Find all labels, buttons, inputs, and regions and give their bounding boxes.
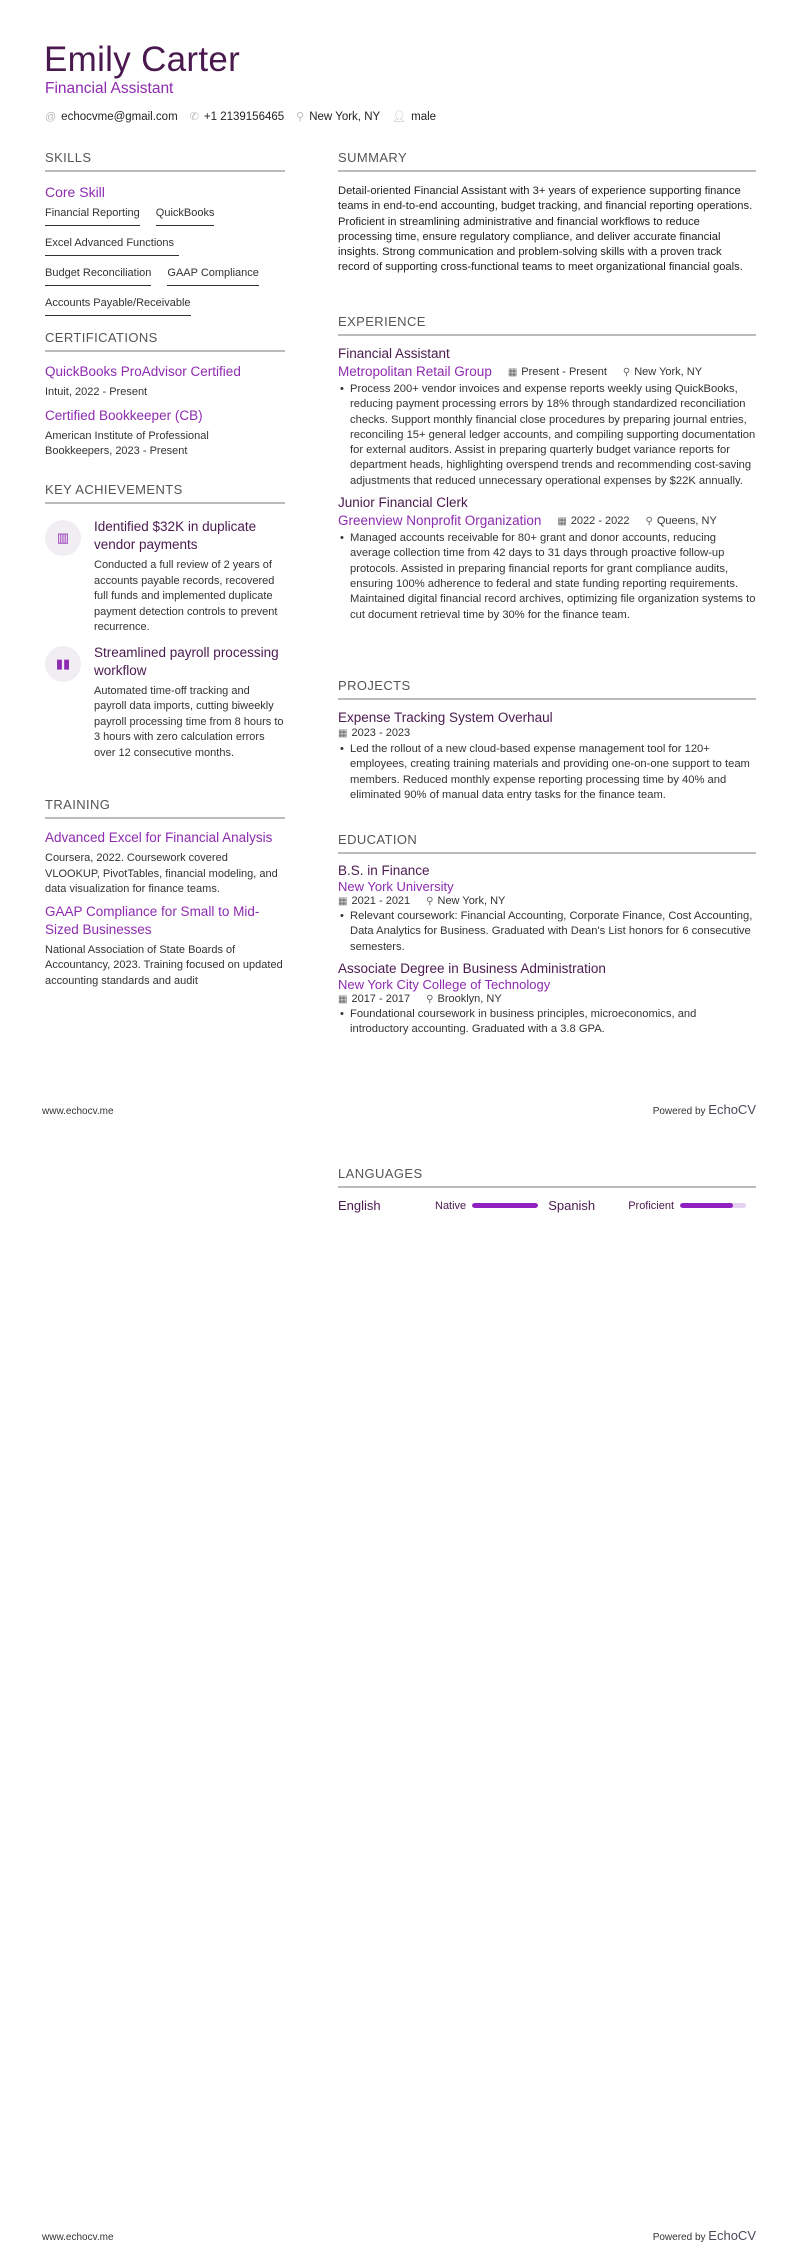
location-pin-icon: ⚲ <box>296 111 305 123</box>
degree: B.S. in Finance <box>338 863 430 878</box>
calendar-icon: ▦ <box>557 515 567 527</box>
skill-tag: GAAP Compliance <box>167 264 259 286</box>
contact-bar <box>45 110 436 123</box>
school-name: New York University <box>338 879 454 894</box>
experience-item <box>338 344 756 489</box>
language-level: Proficient <box>628 1199 675 1212</box>
school-name: New York City College of Technology <box>338 976 551 992</box>
project-dates: 2023 - 2023 <box>351 727 411 739</box>
training-title: GAAP Compliance for Small to Mid-Sized Businesses <box>45 903 260 937</box>
location-pin-icon: ⚲ <box>426 896 434 907</box>
contact-email[interactable]: @ echocvme@gmail.com <box>45 110 178 123</box>
location-pin-icon: ⚲ <box>645 515 653 527</box>
degree: Associate Degree in Business Administration <box>338 960 606 976</box>
footer-site-link[interactable]: www.echocv.me <box>42 2232 114 2243</box>
achievement-title: Streamlined payroll processing workflow <box>94 644 279 678</box>
skill-tag: Financial Reporting <box>45 204 140 226</box>
skill-tag: Accounts Payable/Receivable <box>45 294 191 316</box>
candidate-title: Financial Assistant <box>45 80 174 97</box>
experience-item <box>338 493 756 623</box>
job-location: New York, NY <box>634 365 703 378</box>
section-heading: PROJECTS <box>338 678 756 700</box>
achievement-title: Identified $32K in duplicate vendor payments <box>94 519 257 552</box>
section-heading: CERTIFICATIONS <box>45 330 285 352</box>
job-location: Queens, NY <box>656 514 717 527</box>
person-icon: 👤︎ <box>392 111 407 123</box>
section-heading: KEY ACHIEVEMENTS <box>45 482 285 504</box>
projects-section <box>338 678 756 803</box>
training-text: Coursera, 2022. Coursework covered VLOOKUP, PivotTables, financial modeling, and data visualization for finance teams. <box>45 852 278 895</box>
summary-section <box>338 150 756 276</box>
candidate-name: Emily Carter <box>44 40 241 79</box>
phone-icon: ✆ <box>189 111 199 123</box>
education-section <box>338 832 756 1037</box>
contact-phone[interactable]: ✆ +1 2139156465 <box>189 111 285 123</box>
achievements-section <box>45 482 285 761</box>
training-text: National Association of State Boards of Accountancy, 2023. Training focused on updated accounting standards and audit <box>45 943 283 987</box>
achievement-text: Automated time-off tracking and payroll data imports, cutting biweekly payroll processing time from 8 hours to 3 hours with zero calculation errors over 12 consecutive months. <box>94 684 284 759</box>
book-icon: ▮▮ <box>45 646 81 682</box>
section-heading: EDUCATION <box>338 832 756 854</box>
brand-logo: EchoCV <box>708 1102 756 1117</box>
cert-detail: American Institute of Professional Bookkeepers, 2023 - Present <box>45 429 209 457</box>
training-title: Advanced Excel for Financial Analysis <box>45 830 273 845</box>
edu-dates: 2021 - 2021 <box>351 895 411 907</box>
section-heading: EXPERIENCE <box>338 314 756 336</box>
skill-tag: Budget Reconciliation <box>45 264 151 286</box>
section-heading: TRAINING <box>45 797 285 819</box>
job-title: Financial Assistant <box>338 346 450 361</box>
achievement-item <box>45 518 285 636</box>
calendar-icon: ▦ <box>338 896 348 907</box>
footer-powered-by[interactable]: Powered by EchoCV <box>652 2228 756 2243</box>
edu-bullet: • Foundational coursework in business principles, microeconomics, and introductory accounting. Graduated with a 3.8 GPA. <box>338 1007 756 1038</box>
cert-title: Certified Bookkeeper (CB) <box>45 407 203 423</box>
at-icon: @ <box>45 110 57 123</box>
company-name: Greenview Nonprofit Organization <box>338 513 542 529</box>
job-title: Junior Financial Clerk <box>338 495 468 511</box>
project-title: Expense Tracking System Overhaul <box>338 710 553 725</box>
skill-group-title: Core Skill <box>45 184 105 200</box>
company-name: Metropolitan Retail Group <box>338 364 492 379</box>
experience-section <box>338 314 756 623</box>
cert-title: QuickBooks ProAdvisor Certified <box>45 364 241 379</box>
languages-section <box>338 1166 756 1213</box>
achievement-text: Conducted a full review of 2 years of accounts payable records, recovered full funds and implemented duplicate payment detection controls to prevent recurrence. <box>94 559 278 633</box>
skill-tag: Excel Advanced Functions <box>45 234 179 256</box>
language-level: Native <box>435 1199 467 1212</box>
job-bullet: • Process 200+ vendor invoices and expense reports weekly using QuickBooks, reducing payment processing errors by 18% through standardized reconciliation checks. Support monthly financial close procedures by preparing journal entries, reconciling 15+ general ledger accounts, and compiling supporting documentation for external auditors. Assist in preparing quarterly budget variance reports for department heads, highlighting overspend trends and recommending cost-saving adjustments that reduced unnecessary operational expenses by $22K annually. <box>338 382 756 489</box>
project-bullet: • Led the rollout of a new cloud-based expense management tool for 120+ employees, creating training materials and providing one-on-one support to team members. Reduced monthly expense reporting processing time by 40% and eliminated 90% of manual data entry tasks for the finance team. <box>338 742 756 803</box>
language-proficiency-bar <box>680 1203 746 1208</box>
achievement-item <box>45 644 285 762</box>
cert-detail: Intuit, 2022 - Present <box>45 386 148 398</box>
language-proficiency-bar <box>472 1203 538 1208</box>
brand-logo: EchoCV <box>708 2228 756 2243</box>
location-pin-icon: ⚲ <box>426 993 434 1005</box>
job-dates: Present - Present <box>521 365 607 378</box>
edu-bullet: • Relevant coursework: Financial Accounting, Corporate Finance, Cost Accounting, Data Analytics for Business. Graduated with Dean's List honors for 6 consecutive semesters. <box>338 909 756 955</box>
calendar-icon: ▦ <box>338 993 348 1005</box>
section-heading: SUMMARY <box>338 150 756 172</box>
contact-gender: 👤︎ male <box>392 111 437 123</box>
footer-powered-by[interactable]: Powered by EchoCV <box>652 1102 756 1117</box>
skills-section <box>45 150 285 324</box>
education-item <box>338 960 756 1038</box>
job-dates: 2022 - 2022 <box>570 514 630 527</box>
skill-tag: QuickBooks <box>156 204 215 226</box>
footer-site-link[interactable]: www.echocv.me <box>42 1106 114 1117</box>
calendar-icon: ▦ <box>507 366 518 378</box>
certifications-section <box>45 330 285 460</box>
calendar-icon: ▦ <box>338 728 348 739</box>
location-pin-icon: ⚲ <box>622 366 631 378</box>
language-name: Spanish <box>548 1198 596 1213</box>
training-section <box>45 797 285 989</box>
section-heading: LANGUAGES <box>338 1166 756 1188</box>
education-item <box>338 862 756 955</box>
edu-location: Brooklyn, NY <box>437 992 502 1005</box>
summary-text: Detail-oriented Financial Assistant with 3+ years of experience supporting finance teams in end-to-end accounting, budget tracking, and financial reporting operations. Proficient in streamlining administrative and financial workflows to reduce processing time, ensure regulatory compliance, and deliver accurate financial insights. Strong communication and problem-solving skills with a proven track record of supporting cross-functional teams to meet organizational financial goals. <box>338 185 753 274</box>
edu-location: New York, NY <box>437 895 506 907</box>
building-icon: ▥ <box>45 520 81 556</box>
section-heading: SKILLS <box>45 150 285 172</box>
edu-dates: 2017 - 2017 <box>351 992 411 1005</box>
language-name: English <box>338 1198 381 1213</box>
contact-location: ⚲ New York, NY <box>296 111 381 123</box>
job-bullet: • Managed accounts receivable for 80+ grant and donor accounts, reducing average collection time from 42 days to 31 days through proactive follow-up protocols. Assisted in preparing financial reports for grant compliance audits, ensuring 100% adherence to federal and state funding reporting requirements. Maintained digital financial record archives, optimizing file organization systems to cut document retrieval time by 30% for the finance team. <box>338 531 756 623</box>
